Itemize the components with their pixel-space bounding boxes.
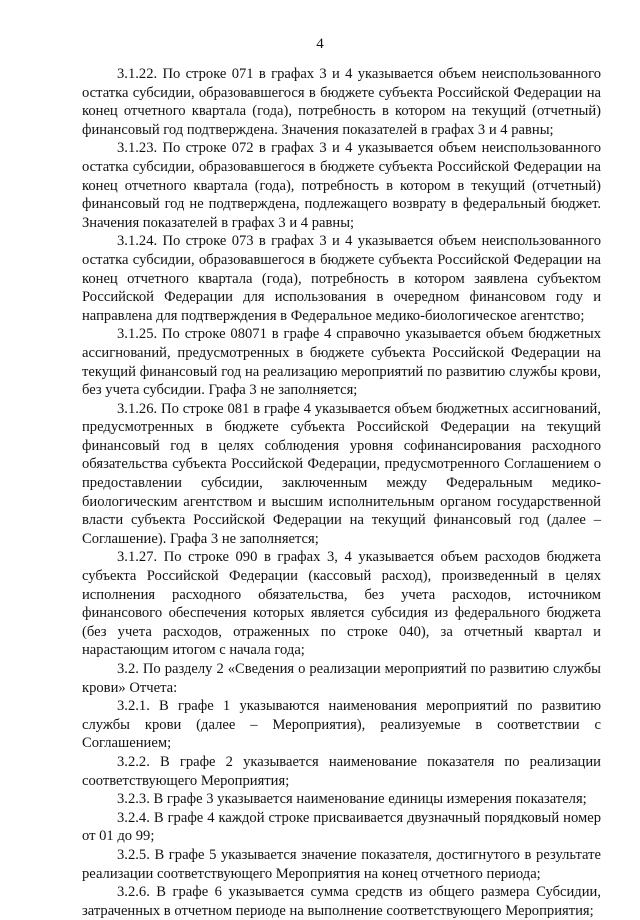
paragraph-3-2-5: 3.2.5. В графе 5 указывается значение показателя, достигнутого в результате реализации соответствующего Мероприятия на конец отчетного периода; — [82, 846, 601, 882]
document-body — [82, 65, 601, 920]
paragraph-3-2-2: 3.2.2. В графе 2 указывается наименование показателя по реализации соответствующего Мероприятия; — [82, 753, 601, 789]
paragraph-3-1-22: 3.1.22. По строке 071 в графах 3 и 4 указывается объем неиспользованного остатка субсидии, образовавшегося в бюджете субъекта Российской Федерации на конец отчетного квартала (года), потребность в котором на текущий (отчетный) финансовый год подтверждена. Значения показателей в графах 3 и 4 равны; — [82, 66, 601, 138]
page-number: 4 — [316, 36, 324, 52]
paragraph-3-1-24: 3.1.24. По строке 073 в графах 3 и 4 указывается объем неиспользованного остатка субсидии, образовавшегося в бюджете субъекта Российской Федерации на конец отчетного квартала (года), потребность в котором заявлена субъектом Российской Федерации для использования в очередном финансовом году и направлена для подтверждения в Федеральное медико-биологическое агентство; — [82, 233, 601, 324]
paragraph-3-2-6: 3.2.6. В графе 6 указывается сумма средств из общего размера Субсидии, затраченных в отчетном периоде на выполнение соответствующего Мероприятия; — [82, 884, 601, 919]
paragraph-3-2: 3.2. По разделу 2 «Сведения о реализации мероприятий по развитию службы крови» Отчета: — [82, 661, 601, 696]
paragraph-3-2-4: 3.2.4. В графе 4 каждой строке присваивается двузначный порядковый номер от 01 до 99; — [82, 809, 601, 845]
paragraph-3-1-26: 3.1.26. По строке 081 в графе 4 указывается объем бюджетных ассигнований, предусмотренных в бюджете субъекта Российской Федерации на текущий финансовый год в целях соблюдения уровня софинансирования расходного обязательства субъекта Российской Федерации, предусмотренного Соглашением о предоставлении субсидии, заключенным между Федеральным медико-биологическим агентством и высшим исполнительным органом государственной власти субъекта Российской Федерации на текущий финансовый год (далее – Соглашение). Графа 3 не заполняется; — [82, 400, 601, 547]
paragraph-3-2-1: 3.2.1. В графе 1 указываются наименования мероприятий по развитию службы крови (далее – Мероприятия), реализуемые в соответствии с Соглашением; — [82, 698, 601, 752]
paragraph-3-2-3: 3.2.3. В графе 3 указывается наименование единицы измерения показателя; — [117, 791, 587, 808]
paragraph-3-1-25: 3.1.25. По строке 08071 в графе 4 справочно указывается объем бюджетных ассигнований, предусмотренных в бюджете субъекта Российской Федерации на текущий финансовый год на реализацию мероприятий по развитию службы крови, без учета субсидии. Графа 3 не заполняется; — [82, 326, 601, 399]
paragraph-3-1-23: 3.1.23. По строке 072 в графах 3 и 4 указывается объем неиспользованного остатка субсидии, образовавшегося в бюджете субъекта Российской Федерации на конец отчетного квартала (года), потребность в котором в текущий (отчетный) финансовый год не подтверждена, подлежащего возврату в федеральный бюджет. Значения показателей в графах 3 и 4 равны; — [82, 140, 601, 231]
paragraph-3-1-27: 3.1.27. По строке 090 в графах 3, 4 указывается объем расходов бюджета субъекта Российской Федерации (кассовый расход), произведенный в целях исполнения расходного обязательства, без учета расходов, источником финансового обеспечения которых является субсидия из федерального бюджета (без учета расходов, отраженных по строке 040), за отчетный квартал и нарастающим итогом с начала года; — [82, 549, 601, 659]
